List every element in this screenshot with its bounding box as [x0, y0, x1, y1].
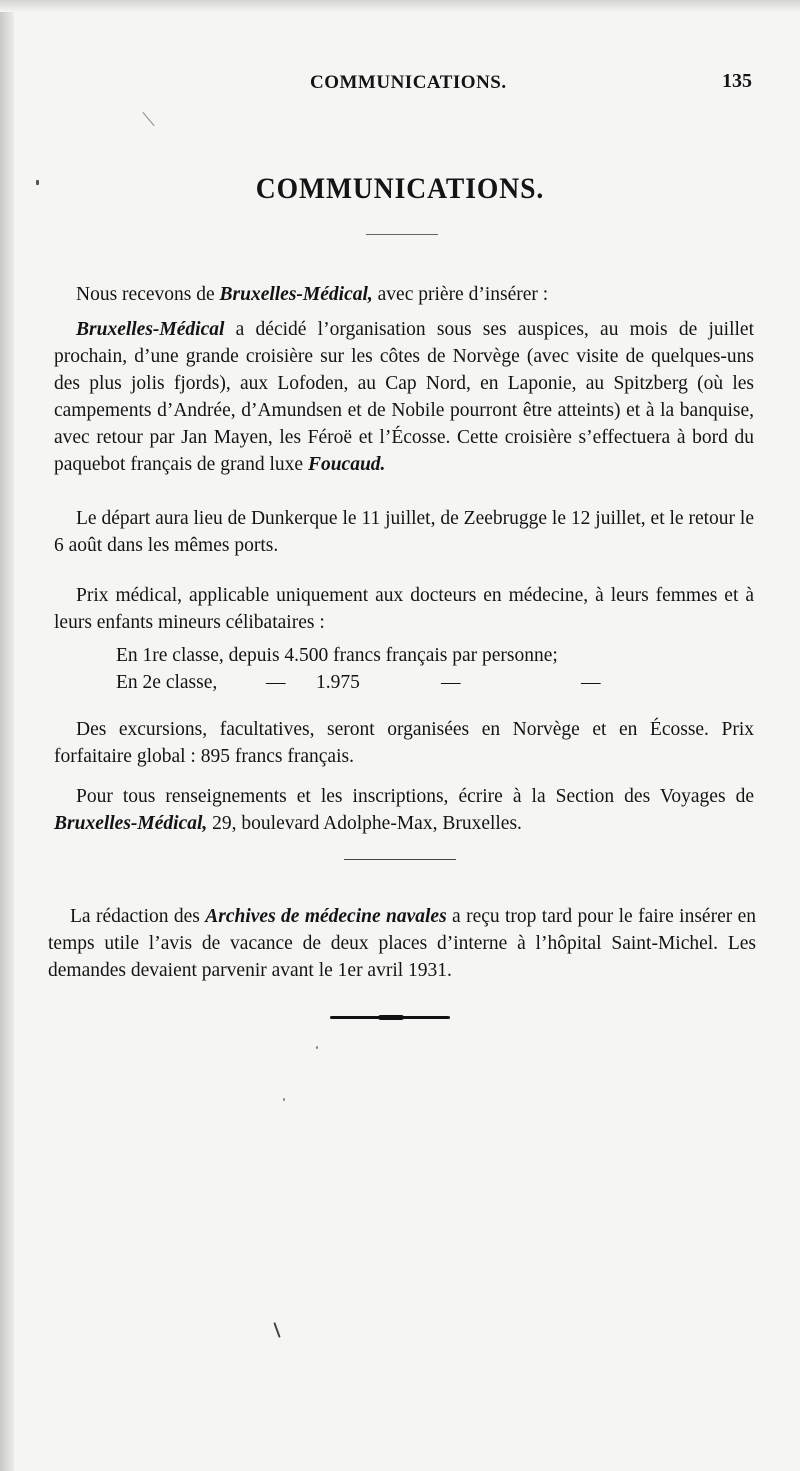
page-top-shadow	[0, 0, 800, 12]
paragraph-excursions: Des excursions, facultatives, seront organisées en Norvège et en Écosse. Prix forfaitaire global : 895 francs français.	[54, 719, 754, 767]
title-rule	[366, 234, 438, 235]
paragraph-text: a décidé l’organisation sous ses auspices, au mois de juillet prochain, d’une grande croisière sur les côtes de Norvège (avec visite de quelques-uns des plus jolis fjords), aux Lofoden, au Cap Nord, en Laponie, au Spitzberg (où les campements d’Andrée, d’Amundsen et de Nobile pourront être atteints) et à la banquise, avec retour par Jan Mayen, les Féroë et l’Écosse. Cette croisière s’effectuera à bord du paquebot français de grand luxe	[54, 319, 754, 475]
journal-name: Bruxelles-Médical,	[219, 284, 373, 305]
paper-speck	[273, 1322, 280, 1338]
price-line-second-class	[116, 672, 601, 694]
ditto-mark: —	[441, 672, 461, 693]
ditto-mark: —	[581, 672, 601, 693]
paragraph-text: Nous recevons de	[76, 284, 220, 305]
class-label: En 2e classe,	[116, 672, 218, 693]
paragraph-text: La rédaction des	[70, 906, 206, 927]
price-value: 1.975	[316, 672, 360, 693]
paragraph-cruise	[54, 316, 754, 478]
journal-name: Bruxelles-Médical,	[54, 813, 208, 834]
paragraph-text: avec prière d’insérer :	[372, 284, 549, 305]
page-number: 135	[722, 70, 752, 92]
ship-name: Foucaud.	[307, 454, 386, 475]
paragraph-text: a reçu trop tard pour le faire insérer en temps utile l’avis de vacance de deux places d’interne à l’hôpital Saint-Michel. Les demandes devaient parvenir avant le 1er avril 1931.	[48, 906, 757, 981]
paragraph-information	[54, 783, 754, 837]
page-edge-shadow	[0, 0, 14, 1471]
page-title: COMMUNICATIONS.	[255, 172, 545, 205]
price-line-first-class: En 1re classe, depuis 4.500 francs français par personne;	[116, 645, 558, 666]
paragraph-text: Pour tous renseignements et les inscriptions, écrire à la Section des Voyages de	[76, 786, 754, 807]
paragraph-intro	[54, 281, 754, 308]
section-rule	[344, 859, 456, 860]
paper-speck	[36, 180, 39, 185]
paragraph-text: 29, boulevard Adolphe-Max, Bruxelles.	[207, 813, 522, 834]
paragraph-redaction	[48, 903, 756, 984]
journal-name: Archives de médecine navales	[205, 906, 447, 927]
ditto-mark: —	[266, 672, 286, 693]
running-head: COMMUNICATIONS.	[310, 72, 507, 93]
paper-speck	[142, 112, 154, 126]
journal-name: Bruxelles-Médical	[76, 319, 225, 340]
paragraph-price: Prix médical, applicable uniquement aux docteurs en médecine, à leurs femmes et à leurs enfants mineurs célibataires :	[54, 585, 754, 633]
paper-speck	[316, 1046, 318, 1049]
paper-speck	[283, 1098, 285, 1101]
paragraph-departure: Le départ aura lieu de Dunkerque le 11 juillet, de Zeebrugge le 12 juillet, et le retour le 6 août dans les mêmes ports.	[54, 508, 754, 556]
end-ornament-rule	[330, 1016, 450, 1019]
